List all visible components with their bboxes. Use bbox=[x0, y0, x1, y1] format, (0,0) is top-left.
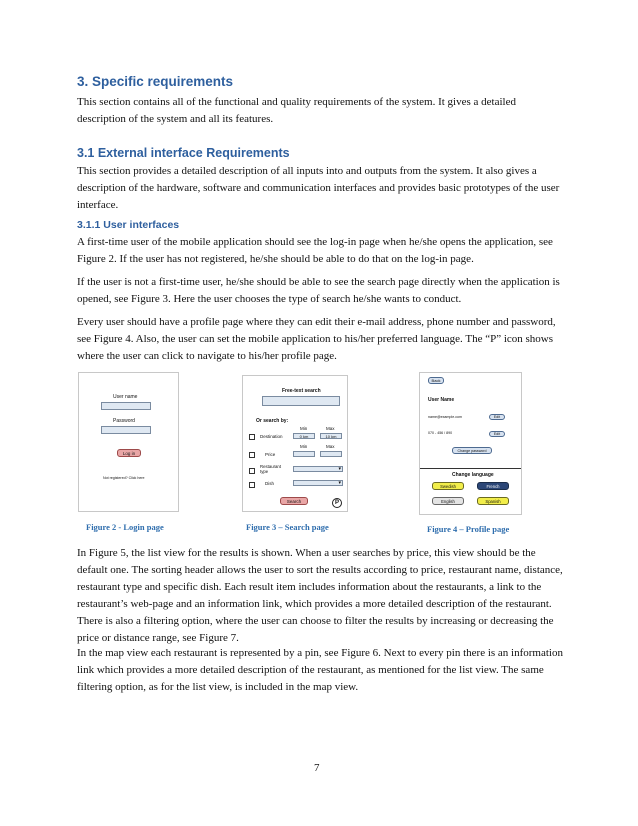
dish-checkbox bbox=[249, 482, 255, 488]
dish-label: Dish bbox=[265, 481, 275, 486]
restaurant-type-checkbox bbox=[249, 468, 255, 474]
login-mockup bbox=[78, 372, 179, 512]
or-search-by-label: Or search by: bbox=[256, 418, 289, 424]
price-checkbox bbox=[249, 452, 255, 458]
change-password-button: Change password bbox=[452, 447, 492, 454]
ui-paragraph-2: If the user is not a first-time user, he/she should be able to see the search page directly when the application is opened, see Figure 3. Here the user chooses the type of search he/she wants to conduct. bbox=[77, 276, 560, 305]
restaurant-type-select bbox=[293, 466, 343, 472]
language-spanish-button: Spanish bbox=[477, 497, 509, 505]
min-header-1: Min bbox=[300, 426, 308, 431]
profile-mockup bbox=[419, 372, 522, 515]
profile-icon: P bbox=[332, 498, 342, 508]
max-header-2: Max bbox=[326, 444, 335, 449]
login-password-label: Password bbox=[113, 418, 135, 424]
ui-paragraph-4: In Figure 5, the list view for the results is shown. When a user searches by price, this view should be the default one. The sorting header allows the user to sort the results according to price, restaurant name, distance, restaurant type and specific dish. Each result item includes information about the restaurants, a link to the restaurant’s web-page and an information link, which provides a more detailed description of the restaurant. There is also a filtering option, where the user can choose to filter the results by increasing or decreasing the price or distance range, see Figure 7. bbox=[77, 547, 563, 644]
login-button: Log in bbox=[117, 449, 141, 457]
edit-email-button: Edit bbox=[489, 414, 505, 420]
external-intro: This section provides a detailed description of all inputs into and outputs from the system. It also gives a description of the hardware, software and communication interfaces and provides basic prototypes of the user interface. bbox=[77, 165, 560, 211]
back-button: Back bbox=[428, 377, 444, 384]
ui-paragraph-3: Every user should have a profile page where they can edit their e-mail address, phone number and password, see Figure 4. Also, the user can set the mobile application to his/her preferred language. The “P” icon shows where the user can click to navigate to his/her profile page. bbox=[77, 316, 556, 362]
ui-heading: 3.1.1 User interfaces bbox=[77, 219, 180, 231]
language-english-button: English bbox=[432, 497, 464, 505]
divider bbox=[420, 468, 521, 469]
login-register-link: Not registered? Click here bbox=[103, 476, 145, 480]
login-username-field bbox=[101, 402, 151, 410]
figure-3-caption: Figure 3 – Search page bbox=[246, 522, 329, 532]
restaurant-type-label: Restaurant type bbox=[260, 464, 282, 474]
search-button: Search bbox=[280, 497, 308, 505]
external-heading: 3.1 External interface Requirements bbox=[77, 146, 290, 160]
figure-2-caption: Figure 2 - Login page bbox=[86, 522, 164, 532]
login-username-label: User name bbox=[113, 394, 138, 400]
figure-4-caption: Figure 4 – Profile page bbox=[427, 524, 510, 534]
destination-max-field: 10 km bbox=[320, 433, 342, 439]
email-value: name@example.com bbox=[428, 415, 463, 419]
phone-value: 070 - 456 / 890 bbox=[428, 431, 453, 435]
chevron-down-icon: ▾ bbox=[338, 466, 341, 472]
price-max-field bbox=[320, 451, 342, 457]
max-header-1: Max bbox=[326, 426, 335, 431]
chevron-down-icon: ▾ bbox=[338, 480, 341, 486]
profile-username-label: User Name bbox=[428, 397, 455, 403]
destination-checkbox bbox=[249, 434, 255, 440]
price-min-field bbox=[293, 451, 315, 457]
min-header-2: Min bbox=[300, 444, 308, 449]
section-intro: This section contains all of the functional and quality requirements of the system. It gives a detailed description of the system and all its features. bbox=[77, 96, 516, 125]
search-mockup bbox=[242, 375, 348, 512]
page-number: 7 bbox=[314, 762, 320, 774]
ui-paragraph-5: In the map view each restaurant is represented by a pin, see Figure 6. Next to every pin there is an information link which provides a more detailed description of the restaurant, as mentioned for the list view. The same filtering option, as for the list view, is included in the map view. bbox=[77, 647, 563, 693]
destination-min-field: 0 km bbox=[293, 433, 315, 439]
change-language-label: Change language bbox=[452, 472, 494, 478]
price-label: Price bbox=[265, 452, 276, 457]
login-password-field bbox=[101, 426, 151, 434]
section-heading: 3. Specific requirements bbox=[77, 74, 234, 89]
edit-phone-button: Edit bbox=[489, 431, 505, 437]
language-swedish-button: Swedish bbox=[432, 482, 464, 490]
language-french-button: French bbox=[477, 482, 509, 490]
dish-select bbox=[293, 480, 343, 486]
free-text-label: Free-text search bbox=[282, 388, 321, 394]
destination-label: Destination bbox=[260, 434, 283, 439]
free-text-field bbox=[262, 396, 340, 406]
ui-paragraph-1: A first-time user of the mobile application should see the log-in page when he/she opens the application, see Figure 2. If the user has not registered, he/she should be able to do that on the log-in page. bbox=[77, 236, 553, 265]
